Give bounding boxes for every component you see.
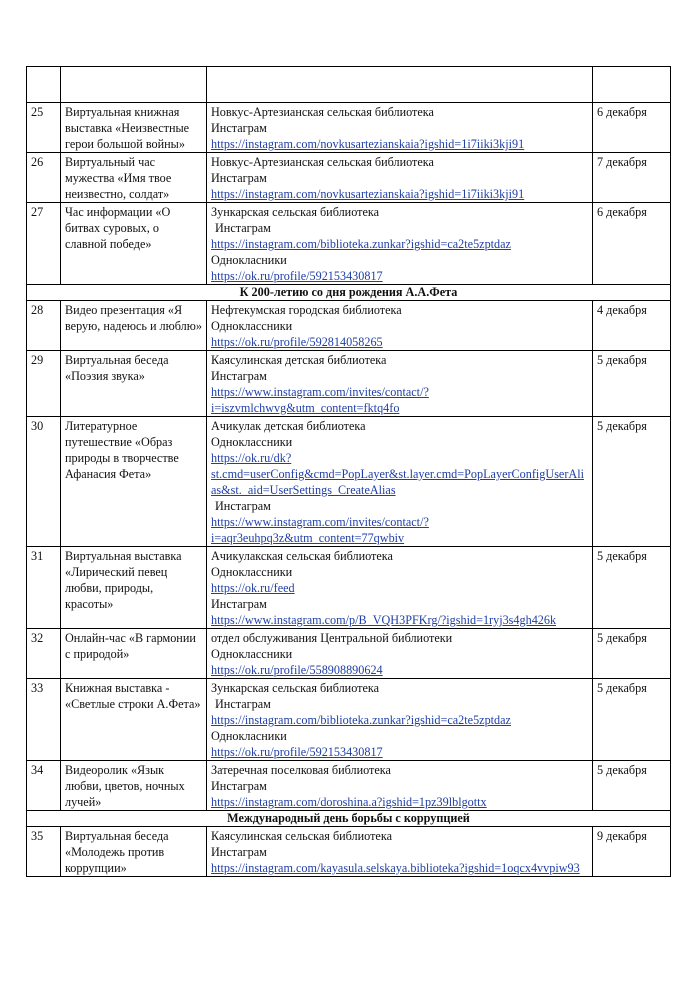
- event-title: Час информации «О битвах суровых, о славной победе»: [61, 203, 207, 285]
- event-title: Книжная выставка - «Светлые строки А.Фета»: [61, 679, 207, 761]
- event-title: Виртуальная беседа «Поэзия звука»: [61, 351, 207, 417]
- event-date: 5 декабря: [593, 547, 671, 629]
- event-title: Виртуальный час мужества «Имя твое неизвестно, солдат»: [61, 153, 207, 203]
- empty-cell: [61, 67, 207, 103]
- venue-cell: [207, 301, 593, 351]
- venue-cell: [207, 827, 593, 877]
- event-date: 5 декабря: [593, 351, 671, 417]
- url-link[interactable]: https://instagram.com/novkusartezianskaia?igshid=1i7iiki3kji91: [211, 137, 525, 151]
- table-row: [27, 203, 671, 285]
- row-number: 29: [27, 351, 61, 417]
- empty-cell: [593, 67, 671, 103]
- library-name: Затеречная поселковая библиотека: [211, 763, 391, 777]
- event-title: Виртуальная выставка «Лирический певец любви, природы, красоты»: [61, 547, 207, 629]
- url-link[interactable]: https://instagram.com/biblioteka.zunkar?igshid=ca2te5zptdaz: [211, 237, 511, 251]
- event-date: 6 декабря: [593, 103, 671, 153]
- table-row: [27, 351, 671, 417]
- row-number: 35: [27, 827, 61, 877]
- venue-cell: [207, 103, 593, 153]
- row-number: 30: [27, 417, 61, 547]
- url-link[interactable]: https://www.instagram.com/p/B_VQH3PFKrg/?igshid=1ryj3s4gh426k: [211, 613, 557, 627]
- event-date: 5 декабря: [593, 629, 671, 679]
- platform-name: Инстаграм: [211, 121, 267, 135]
- event-title: Онлайн-час «В гармонии с природой»: [61, 629, 207, 679]
- venue-cell: [207, 153, 593, 203]
- platform-name: Инстаграм: [215, 221, 271, 235]
- url-link[interactable]: https://ok.ru/dk?st.cmd=userConfig&cmd=PopLayer&st.layer.cmd=PopLayerConfigUserAlias&st._aid=UserSettings_CreateAlias: [211, 451, 584, 497]
- section-heading-row: [27, 285, 671, 301]
- platform-name: Инстаграм: [215, 697, 271, 711]
- table-row: [27, 827, 671, 877]
- library-name: Каясулинская сельская библиотека: [211, 829, 392, 843]
- document-page: [26, 66, 670, 877]
- url-link[interactable]: https://instagram.com/novkusartezianskaia?igshid=1i7iiki3kji91: [211, 187, 525, 201]
- venue-cell: [207, 203, 593, 285]
- event-title: Виртуальная книжная выставка «Неизвестные герои большой войны»: [61, 103, 207, 153]
- row-number: 33: [27, 679, 61, 761]
- venue-cell: [207, 679, 593, 761]
- venue-cell: [207, 417, 593, 547]
- table-row: [27, 417, 671, 547]
- platform-name: Инстаграм: [211, 597, 267, 611]
- table-row: [27, 547, 671, 629]
- library-name: Зункарская сельская библиотека: [211, 205, 380, 219]
- platform-name: Однокласники: [211, 729, 287, 743]
- library-name: Новкус-Артезианская сельская библиотека: [211, 155, 434, 169]
- event-date: 4 декабря: [593, 301, 671, 351]
- platform-name: Одноклассники: [211, 565, 293, 579]
- platform-name: Инстаграм: [215, 499, 271, 513]
- url-link[interactable]: https://instagram.com/kayasula.selskaya.biblioteka?igshid=1oqcx4vvpiw93: [211, 861, 580, 875]
- platform-name: Одноклассники: [211, 435, 293, 449]
- library-name: Нефтекумская городская библиотека: [211, 303, 402, 317]
- platform-name: Инстаграм: [211, 369, 267, 383]
- section-heading-row: [27, 811, 671, 827]
- row-number: 34: [27, 761, 61, 811]
- table-row: [27, 153, 671, 203]
- event-date: 5 декабря: [593, 761, 671, 811]
- table-row-empty: [27, 67, 671, 103]
- table-row: [27, 679, 671, 761]
- url-link[interactable]: https://ok.ru/feed: [211, 581, 295, 595]
- table-row: [27, 761, 671, 811]
- platform-name: Инстаграм: [211, 845, 267, 859]
- library-name: отдел обслуживания Центральной библиотеки: [211, 631, 453, 645]
- library-name: Ачикулак детская библиотека: [211, 419, 366, 433]
- events-table-body: [27, 67, 671, 877]
- table-row: [27, 103, 671, 153]
- url-link[interactable]: https://instagram.com/doroshina.a?igshid=1pz39lblgottx: [211, 795, 487, 809]
- venue-cell: [207, 351, 593, 417]
- row-number: 31: [27, 547, 61, 629]
- platform-name: Однокласники: [211, 253, 287, 267]
- event-title: Виртуальная беседа «Молодежь против коррупции»: [61, 827, 207, 877]
- url-link[interactable]: https://ok.ru/profile/592814058265: [211, 335, 383, 349]
- library-name: Новкус-Артезианская сельская библиотека: [211, 105, 434, 119]
- url-link[interactable]: https://www.instagram.com/invites/contact/?i=aqr3euhpq3z&utm_content=77qwbiv: [211, 515, 429, 545]
- url-link[interactable]: https://ok.ru/profile/592153430817: [211, 269, 383, 283]
- url-link[interactable]: https://www.instagram.com/invites/contact/?i=iszvmlchwvg&utm_content=fktq4fo: [211, 385, 429, 415]
- platform-name: Одноклассники: [211, 319, 293, 333]
- url-link[interactable]: https://instagram.com/biblioteka.zunkar?igshid=ca2te5zptdaz: [211, 713, 511, 727]
- url-link[interactable]: https://ok.ru/profile/592153430817: [211, 745, 383, 759]
- event-date: 6 декабря: [593, 203, 671, 285]
- platform-name: Инстаграм: [211, 779, 267, 793]
- events-table: [26, 66, 671, 877]
- row-number: 32: [27, 629, 61, 679]
- event-date: 5 декабря: [593, 417, 671, 547]
- event-title: Видеоролик «Язык любви, цветов, ночных лучей»: [61, 761, 207, 811]
- library-name: Каясулинская детская библиотека: [211, 353, 387, 367]
- event-date: 9 декабря: [593, 827, 671, 877]
- row-number: 25: [27, 103, 61, 153]
- venue-cell: [207, 761, 593, 811]
- library-name: Ачикулакская сельская библиотека: [211, 549, 393, 563]
- event-date: 7 декабря: [593, 153, 671, 203]
- venue-cell: [207, 547, 593, 629]
- library-name: Зункарская сельская библиотека: [211, 681, 380, 695]
- empty-cell: [207, 67, 593, 103]
- event-title: Видео презентация «Я верую, надеюсь и люблю»: [61, 301, 207, 351]
- row-number: 26: [27, 153, 61, 203]
- venue-cell: [207, 629, 593, 679]
- row-number: 27: [27, 203, 61, 285]
- section-heading: К 200-летию со дня рождения А.А.Фета: [27, 285, 671, 301]
- table-row: [27, 301, 671, 351]
- event-date: 5 декабря: [593, 679, 671, 761]
- url-link[interactable]: https://ok.ru/profile/558908890624: [211, 663, 383, 677]
- row-number: 28: [27, 301, 61, 351]
- empty-cell: [27, 67, 61, 103]
- platform-name: Одноклассники: [211, 647, 293, 661]
- platform-name: Инстаграм: [211, 171, 267, 185]
- table-row: [27, 629, 671, 679]
- section-heading: Международный день борьбы с коррупцией: [27, 811, 671, 827]
- event-title: Литературное путешествие «Образ природы в творчестве Афанасия Фета»: [61, 417, 207, 547]
